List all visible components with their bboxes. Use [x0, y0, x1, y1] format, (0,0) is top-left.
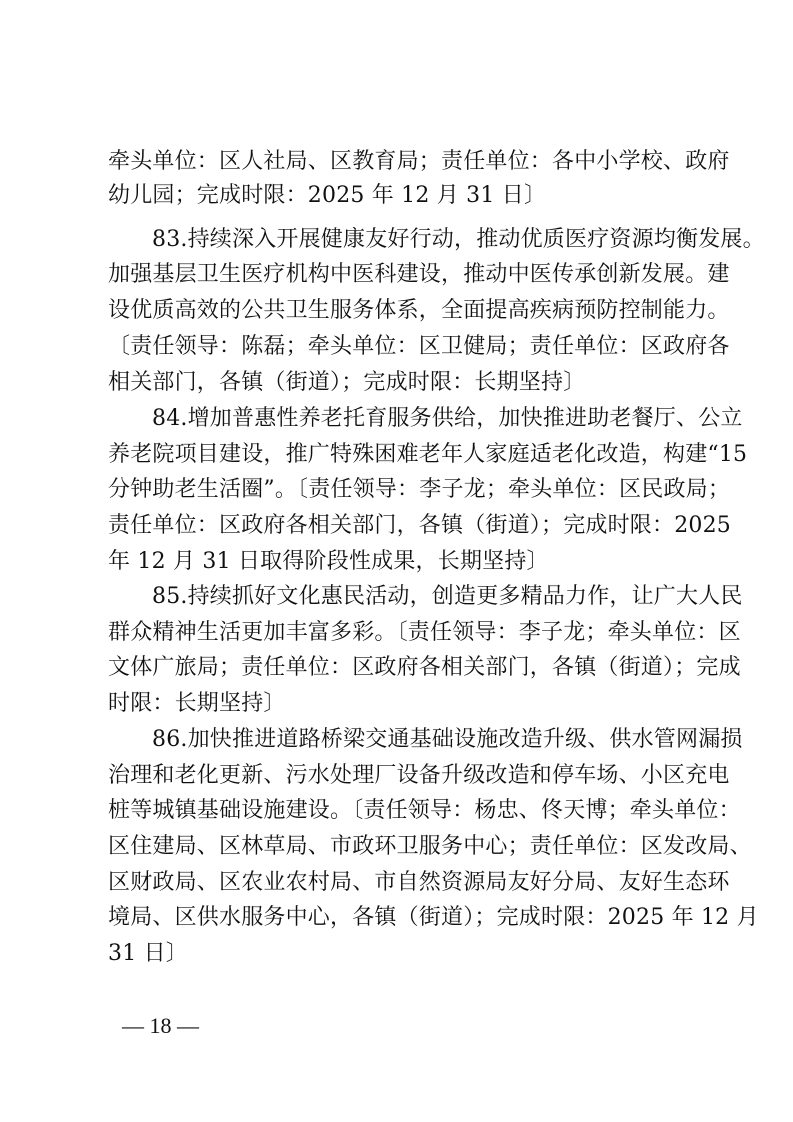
item-86-line-6: 境局、区供水服务中心，各镇（街道）；完成时限：2025 年 12 月	[108, 905, 759, 930]
item-83-line-3: 设优质高效的公共卫生服务体系，全面提高疾病预防控制能力。	[108, 298, 730, 323]
text-line-1: 牵头单位：区人社局、区教育局；责任单位：各中小学校、政府	[108, 149, 730, 174]
item-84-line-5: 年 12 月 31 日取得阶段性成果，长期坚持〕	[108, 549, 549, 574]
page-number: — 18 —	[122, 1013, 199, 1038]
text-line-2: 幼儿园；完成时限：2025 年 12 月 31 日〕	[108, 183, 547, 208]
item-86-line-3: 桩等城镇基础设施建设。〔责任领导：杨忠、佟天博；牵头单位：	[108, 798, 741, 823]
item-86-line-5: 区财政局、区农业农村局、市自然资源局友好分局、友好生态环	[108, 870, 730, 895]
item-85-line-2: 群众精神生活更加丰富多彩。〔责任领导：李子龙；牵头单位：区	[108, 620, 741, 645]
item-86-line-1: 86.加快推进道路桥梁交通基础设施改造升级、供水管网漏损	[152, 727, 743, 752]
item-86-line-4: 区住建局、区林草局、市政环卫服务中心；责任单位：区发改局、	[108, 834, 752, 859]
item-85-line-4: 时限：长期坚持〕	[108, 691, 286, 716]
item-84-line-3: 分钟助老生活圈”。〔责任领导：李子龙；牵头单位：区民政局；	[108, 477, 731, 502]
item-85-line-3: 文体广旅局；责任单位：区政府各相关部门，各镇（街道）；完成	[108, 655, 741, 680]
item-84-line-4: 责任单位：区政府各相关部门，各镇（街道）；完成时限：2025	[108, 513, 731, 538]
item-83-line-2: 加强基层卫生医疗机构中医科建设，推动中医传承创新发展。建	[108, 262, 730, 287]
item-86-line-2: 治理和老化更新、污水处理厂设备升级改造和停车场、小区充电	[108, 763, 730, 788]
item-83-line-5: 相关部门，各镇（街道）；完成时限：长期坚持〕	[108, 370, 586, 395]
item-84-line-2: 养老院项目建设，推广特殊困难老年人家庭适老化改造，构建“15	[108, 442, 748, 467]
item-83-line-4: 〔责任领导：陈磊；牵头单位：区卫健局；责任单位：区政府各	[108, 334, 730, 359]
item-85-line-1: 85.持续抓好文化惠民活动，创造更多精品力作，让广大人民	[152, 584, 743, 609]
item-83-line-1: 83.持续深入开展健康友好行动，推动优质医疗资源均衡发展。	[152, 227, 765, 252]
item-86-line-7: 31 日〕	[108, 941, 188, 966]
item-84-line-1: 84.增加普惠性养老托育服务供给，加快推进助老餐厅、公立	[152, 406, 743, 431]
